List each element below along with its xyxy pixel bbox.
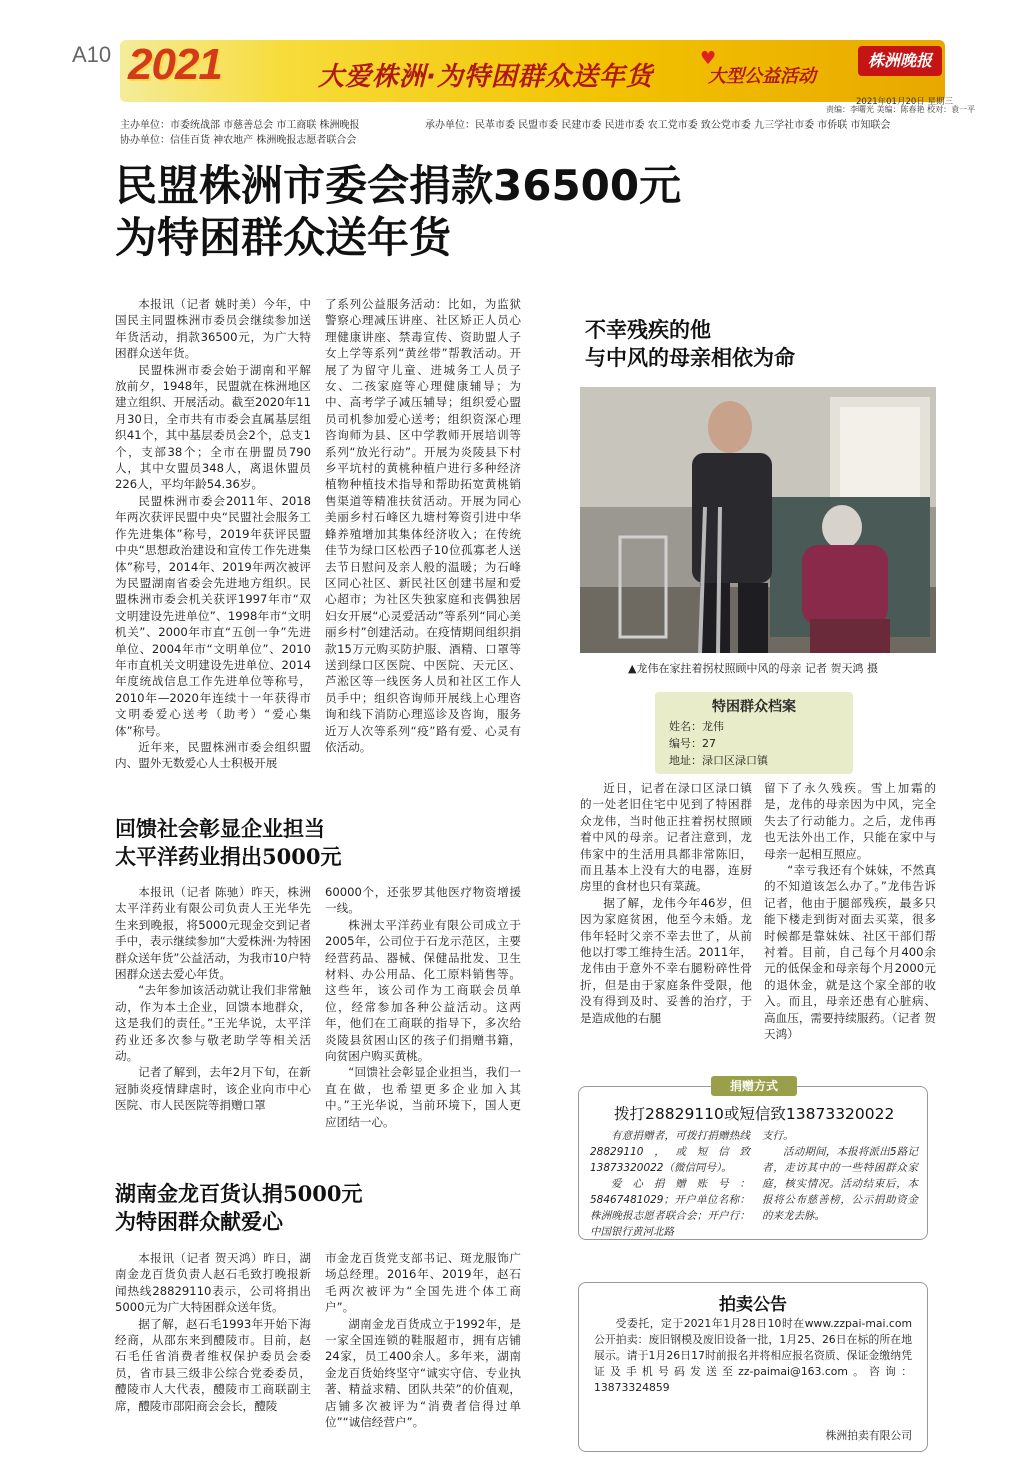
- profile-name: 姓名：龙伟: [669, 720, 724, 733]
- article2-col2: 60000个，还张罗其他医疗物资增援一线。 株洲太平洋药业有限公司成立于2005年，公司位于石龙示范区，主要经营药品、器械、保健品批发、卫生材料、办公用品、化工原料销售等。这些年，该公司作为工商联会员单位，经常参加各种公益活动。这两年，他们在工商联的指导下，多次给炎陵县贫困山区的孩子们捐赠书籍，向贫困户购买黄桃。 “回馈社会彰显企业担当，我们一直在做，也希望更多企业加入其中。”王光华说，当前环境下，国人更应团结一心。: [325, 885, 521, 1129]
- story-col1: 近日，记者在渌口区渌口镇的一处老旧住宅中见到了特困群众龙伟，当时他正拄着拐杖照顾着中风的母亲。记者注意到，龙伟家中的生活用具都非常陈旧，而且基本上没有大的电器，连厨房里的食材也只有菜蔬。 据了解，龙伟今年46岁，但因为家庭贫困，他至今未婚。龙伟年轻时父亲不幸去世了，从前他以打零工维持生活。2011年，龙伟由于意外不幸右腿粉碎性骨折，但是由于家庭条件受限，他没有得到及时、妥善的治疗，于是造成他的右腿: [580, 781, 752, 1025]
- story-headline: 不幸残疾的他 与中风的母亲相依为命: [585, 317, 795, 370]
- dateline: 2021年01月20日 星期三: [856, 97, 953, 107]
- story-col2: 留下了永久残疾。雪上加霜的是，龙伟的母亲因为中风，完全失去了行动能力。之后，龙伟再也无法外出工作，只能在家中与母亲一起相互照应。 “幸亏我还有个妹妹，不然真的不知道该怎么办了。”龙伟告诉记者，他由于腿部残疾，最多只能下楼走到街对面去买菜，很多时候都是靠妹妹、社区干部们帮衬着。目前，自己每个月400余元的低保金和母亲每个月2000元的退休金，就是这个家全部的收入。而且，母亲还患有心脏病、高血压，需要持续服药。（记者 贺天鸿）: [764, 781, 936, 1042]
- main-headline: [115, 160, 681, 264]
- sponsor-line: 主办单位：市委统战部 市慈善总会 市工商联 株洲晚报: [120, 120, 360, 131]
- photo-illustration: [580, 387, 936, 653]
- heart-icon: ♥: [700, 48, 717, 69]
- donation-tag: 捐赠方式: [711, 1076, 797, 1096]
- main-headline-line1: 民盟株洲市委会捐款36500元: [115, 161, 682, 210]
- editor-credits: 责编：李曙光 美编：陈春艳 校对：袁一平: [826, 105, 976, 114]
- banner-year: 2021: [128, 40, 222, 89]
- newspaper-logo: 株洲晚报: [858, 46, 942, 76]
- donation-phone: 拨打28829110或短信致13873320022: [614, 1105, 895, 1123]
- article3-col2: 市金龙百货党支部书记、斑龙服饰广场总经理。2016年、2019年，赵石毛两次被评为“全国先进个体工商户”。 湖南金龙百货成立于1992年，是一家全国连锁的鞋服超市，拥有店铺24家，员工400余人。多年来，湖南金龙百货始终坚守“诚实守信、专业执著、精益求精、团队共荣”的价值观，店铺多次被评为“消费者信得过单位”“诚信经营户”。: [325, 1251, 521, 1430]
- co-organizer-line: 协办单位：信佳百货 神农地产 株洲晚报志愿者联合会: [120, 135, 357, 146]
- donation-col1: 有意捐赠者，可拨打捐赠热线28829110，或短信致13873320022（微信同号）。 爱心捐赠账号：58467481029；开户单位名称：株洲晚报志愿者联合会；开户行：中国银行黄河北路: [590, 1130, 750, 1238]
- auction-title: 拍卖公告: [719, 1295, 787, 1315]
- main-article-col2: 了系列公益服务活动：比如，为监狱警察心理减压讲座、社区矫正人员心理健康讲座、禁毒宣传、资助盟人子女上学等系列“黄丝带”帮教活动。开展了为留守儿童、进城务工人员子女、二孩家庭等心理健康辅导；为中、高考学子减压辅导；组织爱心盟员司机参加爱心送考；组织资深心理咨询师为县、区中学教师开展培训等系列“放光行动”。开展为炎陵县下村乡平坑村的黄桃种植户进行多种经济植物种植技术指导和帮助拓宽黄桃销售渠道等精准扶贫活动。开展为同心美丽乡村石峰区九塘村筹资引进中华蜂养殖增加其集体经济收入；在传统佳节为绿口区松西子10位孤寡老人送去节日慰问及亲人般的温暖；为石峰区同心社区、新民社区创建书屋和爱心超市；为社区失独家庭和丧偶独居妇女开展“心灵爱活动”等系列“同心美丽乡村”创建活动。在疫情期间组织捐款15万元购买防护服、酒精、口罩等送到绿口区医院、中医院、天元区、芦淞区等一线医务人员和社区工作人员手中；组织咨询师开展线上心理咨询和线下消防心理巡诊及咨询，服务近万人次等系列“疫”路有爱、心灵有依活动。: [325, 297, 521, 754]
- organizer-line: 承办单位：民革市委 民盟市委 民建市委 民进市委 农工党市委 致公党市委 九三学社市委 市侨联 市知联会: [425, 120, 891, 131]
- page-number: A10: [72, 42, 112, 67]
- photo-caption: ▲龙伟在家拄着拐杖照顾中风的母亲 记者 贺天鸿 摄: [628, 662, 878, 675]
- article2-col1: 本报讯（记者 陈驰）昨天，株洲太平洋药业有限公司负责人王光华先生来到晚报，将5000元现金交到记者手中，表示继续参加“大爱株洲·为特困群众送年货”公益活动，为我市10户特困群众送去爱心年货。 “去年参加该活动就让我们非常触动，作为本土企业，回馈本地群众，这是我们的责任。”王光华说，太平洋药业还多次参与敬老助学等相关活动。 记者了解到，去年2月下旬，在新冠肺炎疫情肆虐时，该企业向市中心医院、市人民医院等捐赠口罩: [115, 885, 311, 1113]
- story-photo: [580, 387, 936, 653]
- auction-signature: 株洲拍卖有限公司: [825, 1429, 912, 1442]
- profile-number: 编号：27: [669, 737, 716, 750]
- banner-subtitle: 大型公益活动: [708, 66, 816, 87]
- profile-title: 特困群众档案: [712, 699, 796, 715]
- donation-col2: 支行。 活动期间，本报将派出5路记者，走访其中的一些特困群众家庭，核实情况。活动结束后，本报将公布慈善榜，公示捐助资金的来龙去脉。: [762, 1130, 918, 1222]
- profile-card: [655, 692, 853, 774]
- main-article-col1: 本报讯（记者 姚时美）今年，中国民主同盟株洲市委员会继续参加送年货活动，捐款36500元，为广大特困群众送年货。 民盟株洲市委会始于湖南和平解放前夕，1948年，民盟就在株洲地区建立组织、开展活动。截至2020年11月30日，全市共有市委会直属基层组织41个，其中基层委员会2个，总支1个，支部38个；全市在册盟员790人，其中女盟员348人，离退休盟员226人，平均年龄54.36岁。 民盟株洲市委会2011年、2018年两次获评民盟中央“民盟社会服务工作先进集体”称号，2019年获评民盟中央“思想政治建设和宣传工作先进集体”称号，2014年、2019年两次被评为民盟湖南省委会先进地方组织。民盟株洲市委会机关获评1997年市“双文明建设先进单位”、1998年市“文明机关”、2000年市直“五创一争”先进单位、2004年市“文明单位”、2010年市直机关文明建设先进单位、2014年度统战信息工作先进单位等称号，2010年—2020年连续十一年获得市文明委爱心送考（助考）“爱心集体”称号。 近年来，民盟株洲市委会组织盟内、盟外无数爱心人士积极开展: [115, 297, 311, 771]
- article2-headline: 回馈社会彰显企业担当 太平洋药业捐出5000元: [115, 816, 342, 869]
- article3-headline: 湖南金龙百货认捐5000元 为特困群众献爱心: [115, 1181, 363, 1234]
- donation-box: [578, 1072, 928, 1240]
- banner-title: 大爱株洲·为特困群众送年货: [318, 62, 653, 92]
- profile-address: 地址：渌口区渌口镇: [669, 754, 768, 767]
- auction-body: 受委托，定于2021年1月28日10时在www.zzpai-mai.com公开拍卖：废旧钢模及废旧设备一批，1月25、26日在标的所在地展示。请于1月26日17时前报名并将相应报名资质、保证金缴纳凭证及手机号码发送至zz-paimai@163.com。咨询：13873324859: [594, 1317, 912, 1394]
- auction-notice: [578, 1282, 928, 1452]
- main-headline-line2: 为特困群众送年货: [115, 213, 452, 262]
- article3-col1: 本报讯（记者 贺天鸿）昨日，湖南金龙百货负责人赵石毛致打晚报新闻热线28829110表示，公司将捐出5000元为广大特困群众送年货。 据了解，赵石毛1993年开始下海经商，从邵东来到醴陵市。目前，赵石毛任省消费者维权保护委员会委员，省市县三级非公综合党委委员，醴陵市人大代表，醴陵市工商联副主席，醴陵市邵阳商会会长，醴陵: [115, 1251, 311, 1413]
